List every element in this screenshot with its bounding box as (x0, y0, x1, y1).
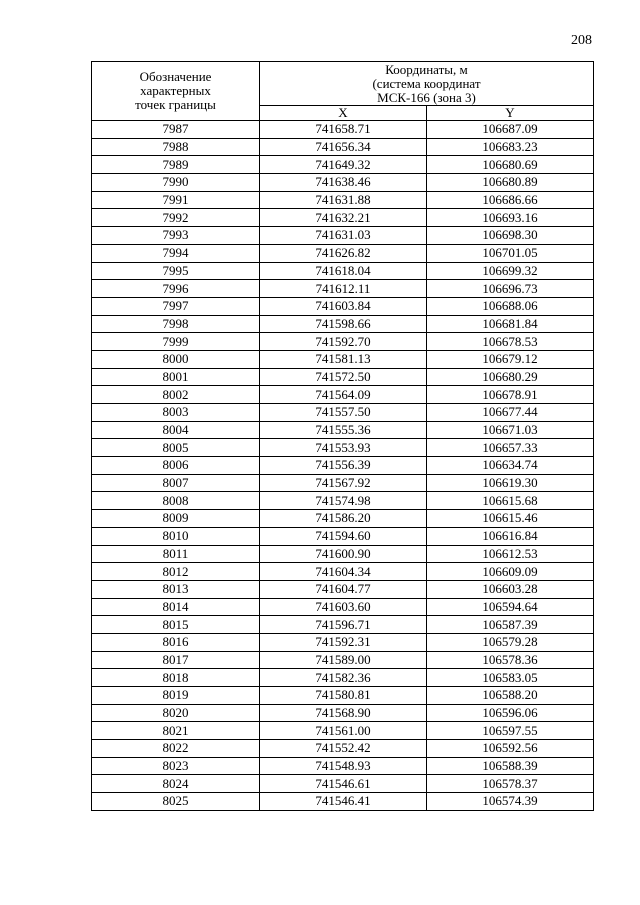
y-coordinate-cell: 106592.56 (427, 740, 594, 758)
point-cell: 7998 (92, 315, 260, 333)
point-cell: 8004 (92, 421, 260, 439)
x-coordinate-cell: 741618.04 (260, 262, 427, 280)
point-cell: 7988 (92, 138, 260, 156)
coords-group-line: МСК-166 (зона 3) (377, 89, 476, 105)
x-coordinate-cell: 741582.36 (260, 669, 427, 687)
table-row (92, 474, 594, 492)
y-coordinate-cell: 106583.05 (427, 669, 594, 687)
point-cell: 7997 (92, 297, 260, 315)
point-cell: 7999 (92, 333, 260, 351)
table-row (92, 191, 594, 209)
y-coordinate-cell: 106680.69 (427, 156, 594, 174)
y-coordinate-cell: 106612.53 (427, 545, 594, 563)
x-coordinate-cell: 741564.09 (260, 386, 427, 404)
table-row (92, 421, 594, 439)
x-coordinate-cell: 741592.70 (260, 333, 427, 351)
x-coordinate-cell: 741548.93 (260, 757, 427, 775)
point-cell: 8008 (92, 492, 260, 510)
table-row (92, 793, 594, 811)
point-label-line: точек границы (135, 97, 216, 112)
x-coordinate-cell: 741600.90 (260, 545, 427, 563)
x-coordinate-cell: 741594.60 (260, 527, 427, 545)
x-coordinate-cell: 741580.81 (260, 687, 427, 705)
table-row (92, 545, 594, 563)
y-coordinate-cell: 106679.12 (427, 350, 594, 368)
y-coordinate-cell: 106688.06 (427, 297, 594, 315)
point-cell: 8017 (92, 651, 260, 669)
point-cell: 8020 (92, 704, 260, 722)
y-coordinate-cell: 106687.09 (427, 121, 594, 139)
y-coordinate-cell: 106615.46 (427, 510, 594, 528)
table-row (92, 651, 594, 669)
y-coordinate-cell: 106588.39 (427, 757, 594, 775)
x-coordinate-cell: 741557.50 (260, 404, 427, 422)
y-coordinate-cell: 106615.68 (427, 492, 594, 510)
x-coordinate-cell: 741656.34 (260, 138, 427, 156)
point-cell: 8012 (92, 563, 260, 581)
x-coordinate-cell: 741604.34 (260, 563, 427, 581)
table-row (92, 563, 594, 581)
point-cell: 7995 (92, 262, 260, 280)
table-row (92, 616, 594, 634)
y-coordinate-cell: 106681.84 (427, 315, 594, 333)
table-row (92, 315, 594, 333)
y-coordinate-cell: 106683.23 (427, 138, 594, 156)
table-row (92, 209, 594, 227)
table-row (92, 510, 594, 528)
point-cell: 8005 (92, 439, 260, 457)
point-cell: 8025 (92, 793, 260, 811)
table-row (92, 280, 594, 298)
x-coordinate-cell: 741604.77 (260, 580, 427, 598)
point-cell: 7989 (92, 156, 260, 174)
point-cell: 8009 (92, 510, 260, 528)
point-cell: 8013 (92, 580, 260, 598)
point-cell: 8015 (92, 616, 260, 634)
coords-group-line: (система координат (372, 75, 481, 91)
x-coordinate-cell: 741555.36 (260, 421, 427, 439)
table-row (92, 757, 594, 775)
point-cell: 8024 (92, 775, 260, 793)
y-coordinate-cell: 106680.89 (427, 174, 594, 192)
table-row (92, 633, 594, 651)
point-label-line: Обозначение (139, 69, 212, 84)
y-coordinate-cell: 106677.44 (427, 404, 594, 422)
y-coordinate-cell: 106596.06 (427, 704, 594, 722)
coordinates-table (91, 61, 594, 811)
y-coordinate-cell: 106671.03 (427, 421, 594, 439)
point-cell: 7996 (92, 280, 260, 298)
x-coordinate-cell: 741589.00 (260, 651, 427, 669)
table-row (92, 457, 594, 475)
table-row (92, 386, 594, 404)
y-column-header: Y (427, 106, 594, 121)
table-row (92, 333, 594, 351)
point-cell: 8006 (92, 457, 260, 475)
y-coordinate-cell: 106699.32 (427, 262, 594, 280)
coordinates-group-header (260, 62, 594, 106)
y-coordinate-cell: 106634.74 (427, 457, 594, 475)
table-header (92, 62, 594, 121)
table-row (92, 527, 594, 545)
x-coordinate-cell: 741546.61 (260, 775, 427, 793)
x-coordinate-cell: 741612.11 (260, 280, 427, 298)
point-cell: 8019 (92, 687, 260, 705)
table-row (92, 156, 594, 174)
x-coordinate-cell: 741581.13 (260, 350, 427, 368)
table-row (92, 138, 594, 156)
y-coordinate-cell: 106693.16 (427, 209, 594, 227)
x-coordinate-cell: 741572.50 (260, 368, 427, 386)
x-column-header: X (260, 106, 427, 121)
x-coordinate-cell: 741596.71 (260, 616, 427, 634)
y-coordinate-cell: 106698.30 (427, 227, 594, 245)
y-coordinate-cell: 106579.28 (427, 633, 594, 651)
point-cell: 7993 (92, 227, 260, 245)
point-cell: 8002 (92, 386, 260, 404)
point-cell: 8014 (92, 598, 260, 616)
x-coordinate-cell: 741603.60 (260, 598, 427, 616)
x-coordinate-cell: 741638.46 (260, 174, 427, 192)
x-coordinate-cell: 741574.98 (260, 492, 427, 510)
y-coordinate-cell: 106578.37 (427, 775, 594, 793)
table-row (92, 687, 594, 705)
y-coordinate-cell: 106696.73 (427, 280, 594, 298)
table-row (92, 244, 594, 262)
table-row (92, 492, 594, 510)
y-coordinate-cell: 106587.39 (427, 616, 594, 634)
point-cell: 8018 (92, 669, 260, 687)
point-cell: 8010 (92, 527, 260, 545)
point-cell: 7992 (92, 209, 260, 227)
table-row (92, 598, 594, 616)
point-cell: 8011 (92, 545, 260, 563)
point-cell: 8000 (92, 350, 260, 368)
table-row (92, 775, 594, 793)
x-coordinate-cell: 741552.42 (260, 740, 427, 758)
x-coordinate-cell: 741632.21 (260, 209, 427, 227)
point-cell: 8007 (92, 474, 260, 492)
point-cell: 8023 (92, 757, 260, 775)
y-coordinate-cell: 106680.29 (427, 368, 594, 386)
y-coordinate-cell: 106657.33 (427, 439, 594, 457)
page-number: 208 (571, 33, 592, 48)
table-row (92, 121, 594, 139)
x-coordinate-cell: 741658.71 (260, 121, 427, 139)
x-coordinate-cell: 741598.66 (260, 315, 427, 333)
y-coordinate-cell: 106678.53 (427, 333, 594, 351)
y-coordinate-cell: 106686.66 (427, 191, 594, 209)
table-row (92, 368, 594, 386)
x-coordinate-cell: 741561.00 (260, 722, 427, 740)
x-coordinate-cell: 741631.03 (260, 227, 427, 245)
x-coordinate-cell: 741649.32 (260, 156, 427, 174)
point-cell: 7990 (92, 174, 260, 192)
x-coordinate-cell: 741556.39 (260, 457, 427, 475)
table-row (92, 704, 594, 722)
y-coordinate-cell: 106609.09 (427, 563, 594, 581)
table-body (92, 121, 594, 811)
y-coordinate-cell: 106619.30 (427, 474, 594, 492)
table-row (92, 297, 594, 315)
point-cell: 7987 (92, 121, 260, 139)
table-row (92, 669, 594, 687)
x-coordinate-cell: 741586.20 (260, 510, 427, 528)
point-cell: 7994 (92, 244, 260, 262)
point-label-line: характерных (140, 83, 211, 98)
y-coordinate-cell: 106678.91 (427, 386, 594, 404)
table-row (92, 439, 594, 457)
coords-group-line: Координаты, м (385, 61, 468, 77)
table-row (92, 174, 594, 192)
table-row (92, 404, 594, 422)
y-coordinate-cell: 106588.20 (427, 687, 594, 705)
x-coordinate-cell: 741568.90 (260, 704, 427, 722)
x-coordinate-cell: 741553.93 (260, 439, 427, 457)
y-coordinate-cell: 106603.28 (427, 580, 594, 598)
x-coordinate-cell: 741631.88 (260, 191, 427, 209)
point-designation-header (92, 62, 260, 121)
table-row (92, 722, 594, 740)
x-coordinate-cell: 741546.41 (260, 793, 427, 811)
x-coordinate-cell: 741592.31 (260, 633, 427, 651)
x-coordinate-cell: 741567.92 (260, 474, 427, 492)
x-coordinate-cell: 741626.82 (260, 244, 427, 262)
point-cell: 8016 (92, 633, 260, 651)
table-row (92, 740, 594, 758)
point-cell: 8021 (92, 722, 260, 740)
point-cell: 8022 (92, 740, 260, 758)
table-row (92, 350, 594, 368)
y-coordinate-cell: 106574.39 (427, 793, 594, 811)
x-coordinate-cell: 741603.84 (260, 297, 427, 315)
point-cell: 8003 (92, 404, 260, 422)
point-cell: 7991 (92, 191, 260, 209)
y-coordinate-cell: 106701.05 (427, 244, 594, 262)
y-coordinate-cell: 106597.55 (427, 722, 594, 740)
y-coordinate-cell: 106616.84 (427, 527, 594, 545)
table-row (92, 262, 594, 280)
y-coordinate-cell: 106594.64 (427, 598, 594, 616)
table-row (92, 227, 594, 245)
point-cell: 8001 (92, 368, 260, 386)
y-coordinate-cell: 106578.36 (427, 651, 594, 669)
table-row (92, 580, 594, 598)
